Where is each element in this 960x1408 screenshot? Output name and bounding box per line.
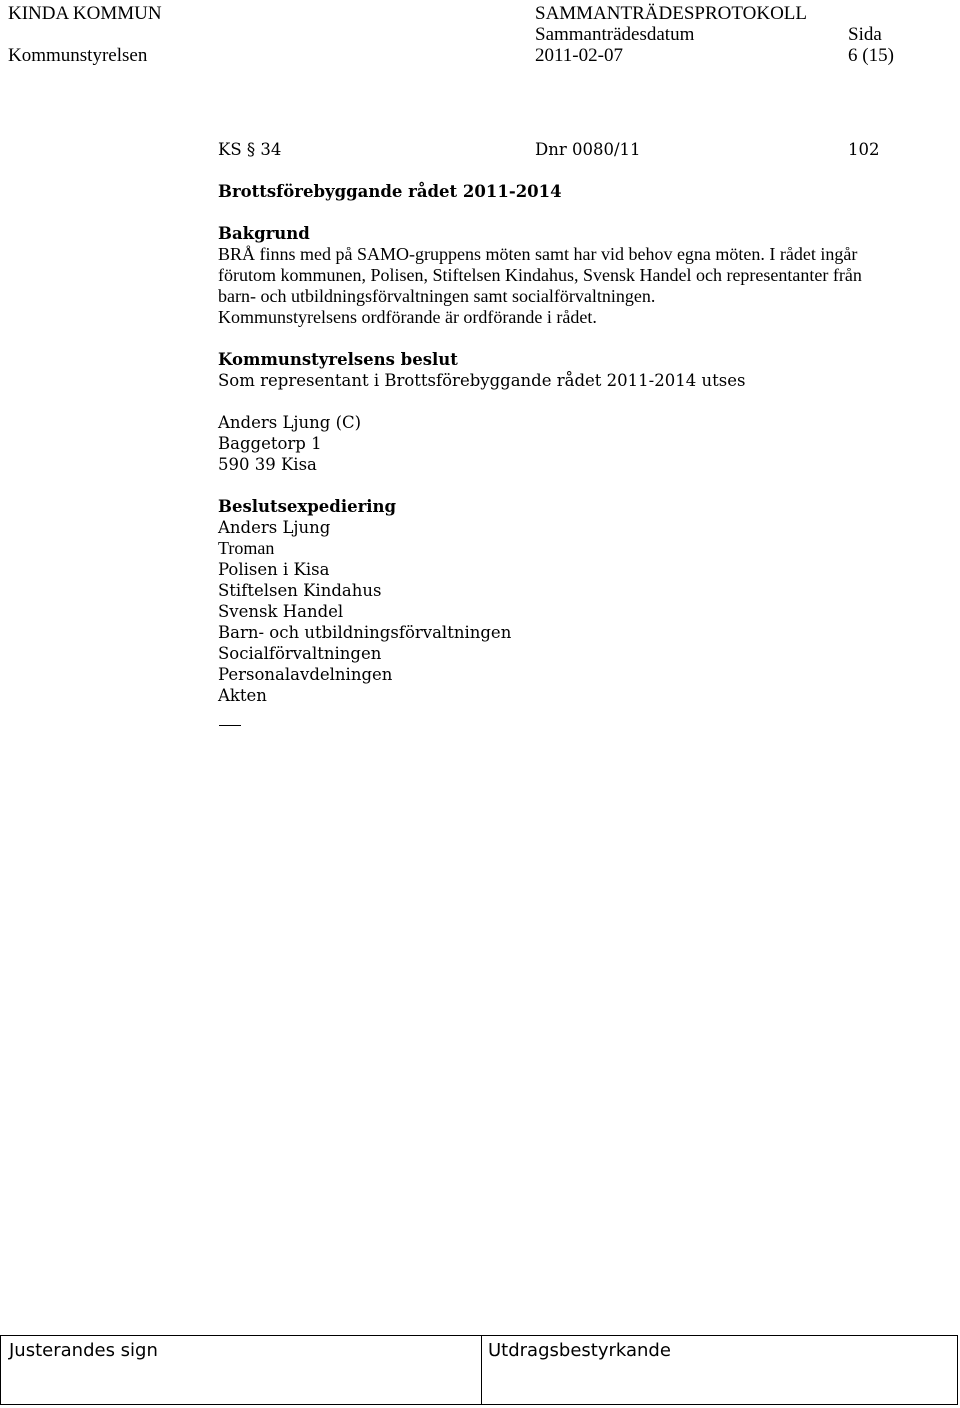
date-label: Sammanträdesdatum [535, 24, 695, 45]
address-line: Anders Ljung (C) [218, 413, 362, 432]
recipient-item: Personalavdelningen [218, 665, 393, 684]
signature-footer [0, 1335, 958, 1405]
org-name: KINDA KOMMUN [8, 3, 162, 24]
case-title: Brottsförebyggande rådet 2011-2014 [218, 182, 562, 201]
distribution-heading: Beslutsexpediering [218, 497, 397, 516]
address-line: 590 39 Kisa [218, 455, 317, 474]
recipient-item: Stiftelsen Kindahus [218, 581, 382, 600]
recipient-item: Anders Ljung [218, 518, 331, 537]
justerandes-sign-label: Justerandes sign [9, 1340, 158, 1361]
page-label: Sida [848, 24, 882, 45]
recipient-item: Polisen i Kisa [218, 560, 330, 579]
background-heading: Bakgrund [218, 224, 310, 243]
case-reference [218, 139, 281, 160]
utdragsbestyrkande-label: Utdragsbestyrkande [488, 1340, 671, 1361]
decision-text: Som representant i Brottsförebyggande rådet 2011-2014 utses [218, 371, 746, 390]
end-rule [219, 725, 241, 726]
ks-number: 34 [260, 140, 282, 159]
footer-divider [481, 1336, 482, 1404]
recipient-item: Barn- och utbildningsförvaltningen [218, 623, 512, 642]
page-number: 6 (15) [848, 45, 894, 66]
committee-name: Kommunstyrelsen [8, 45, 148, 66]
dnr-number: Dnr 0080/11 [535, 140, 641, 159]
meeting-date: 2011-02-07 [535, 45, 623, 66]
background-line: barn- och utbildningsförvaltningen samt socialförvaltningen. [218, 286, 656, 306]
case-number: 102 [848, 140, 880, 159]
background-line: förutom kommunen, Polisen, Stiftelsen Kindahus, Svensk Handel och representanter från [218, 265, 862, 285]
recipient-item: Akten [218, 686, 267, 705]
recipient-item: Svensk Handel [218, 602, 344, 621]
recipient-item: Troman [218, 538, 275, 558]
decision-heading: Kommunstyrelsens beslut [218, 350, 458, 369]
recipient-item: Socialförvaltningen [218, 644, 382, 663]
ks-prefix: KS [218, 140, 242, 159]
background-line: BRÅ finns med på SAMO-gruppens möten samt har vid behov egna möten. I rådet ingår [218, 244, 858, 264]
address-line: Baggetorp 1 [218, 434, 322, 453]
section-symbol: § [246, 140, 256, 159]
background-line: Kommunstyrelsens ordförande är ordförande i rådet. [218, 307, 597, 327]
doc-type: SAMMANTRÄDESPROTOKOLL [535, 3, 808, 24]
